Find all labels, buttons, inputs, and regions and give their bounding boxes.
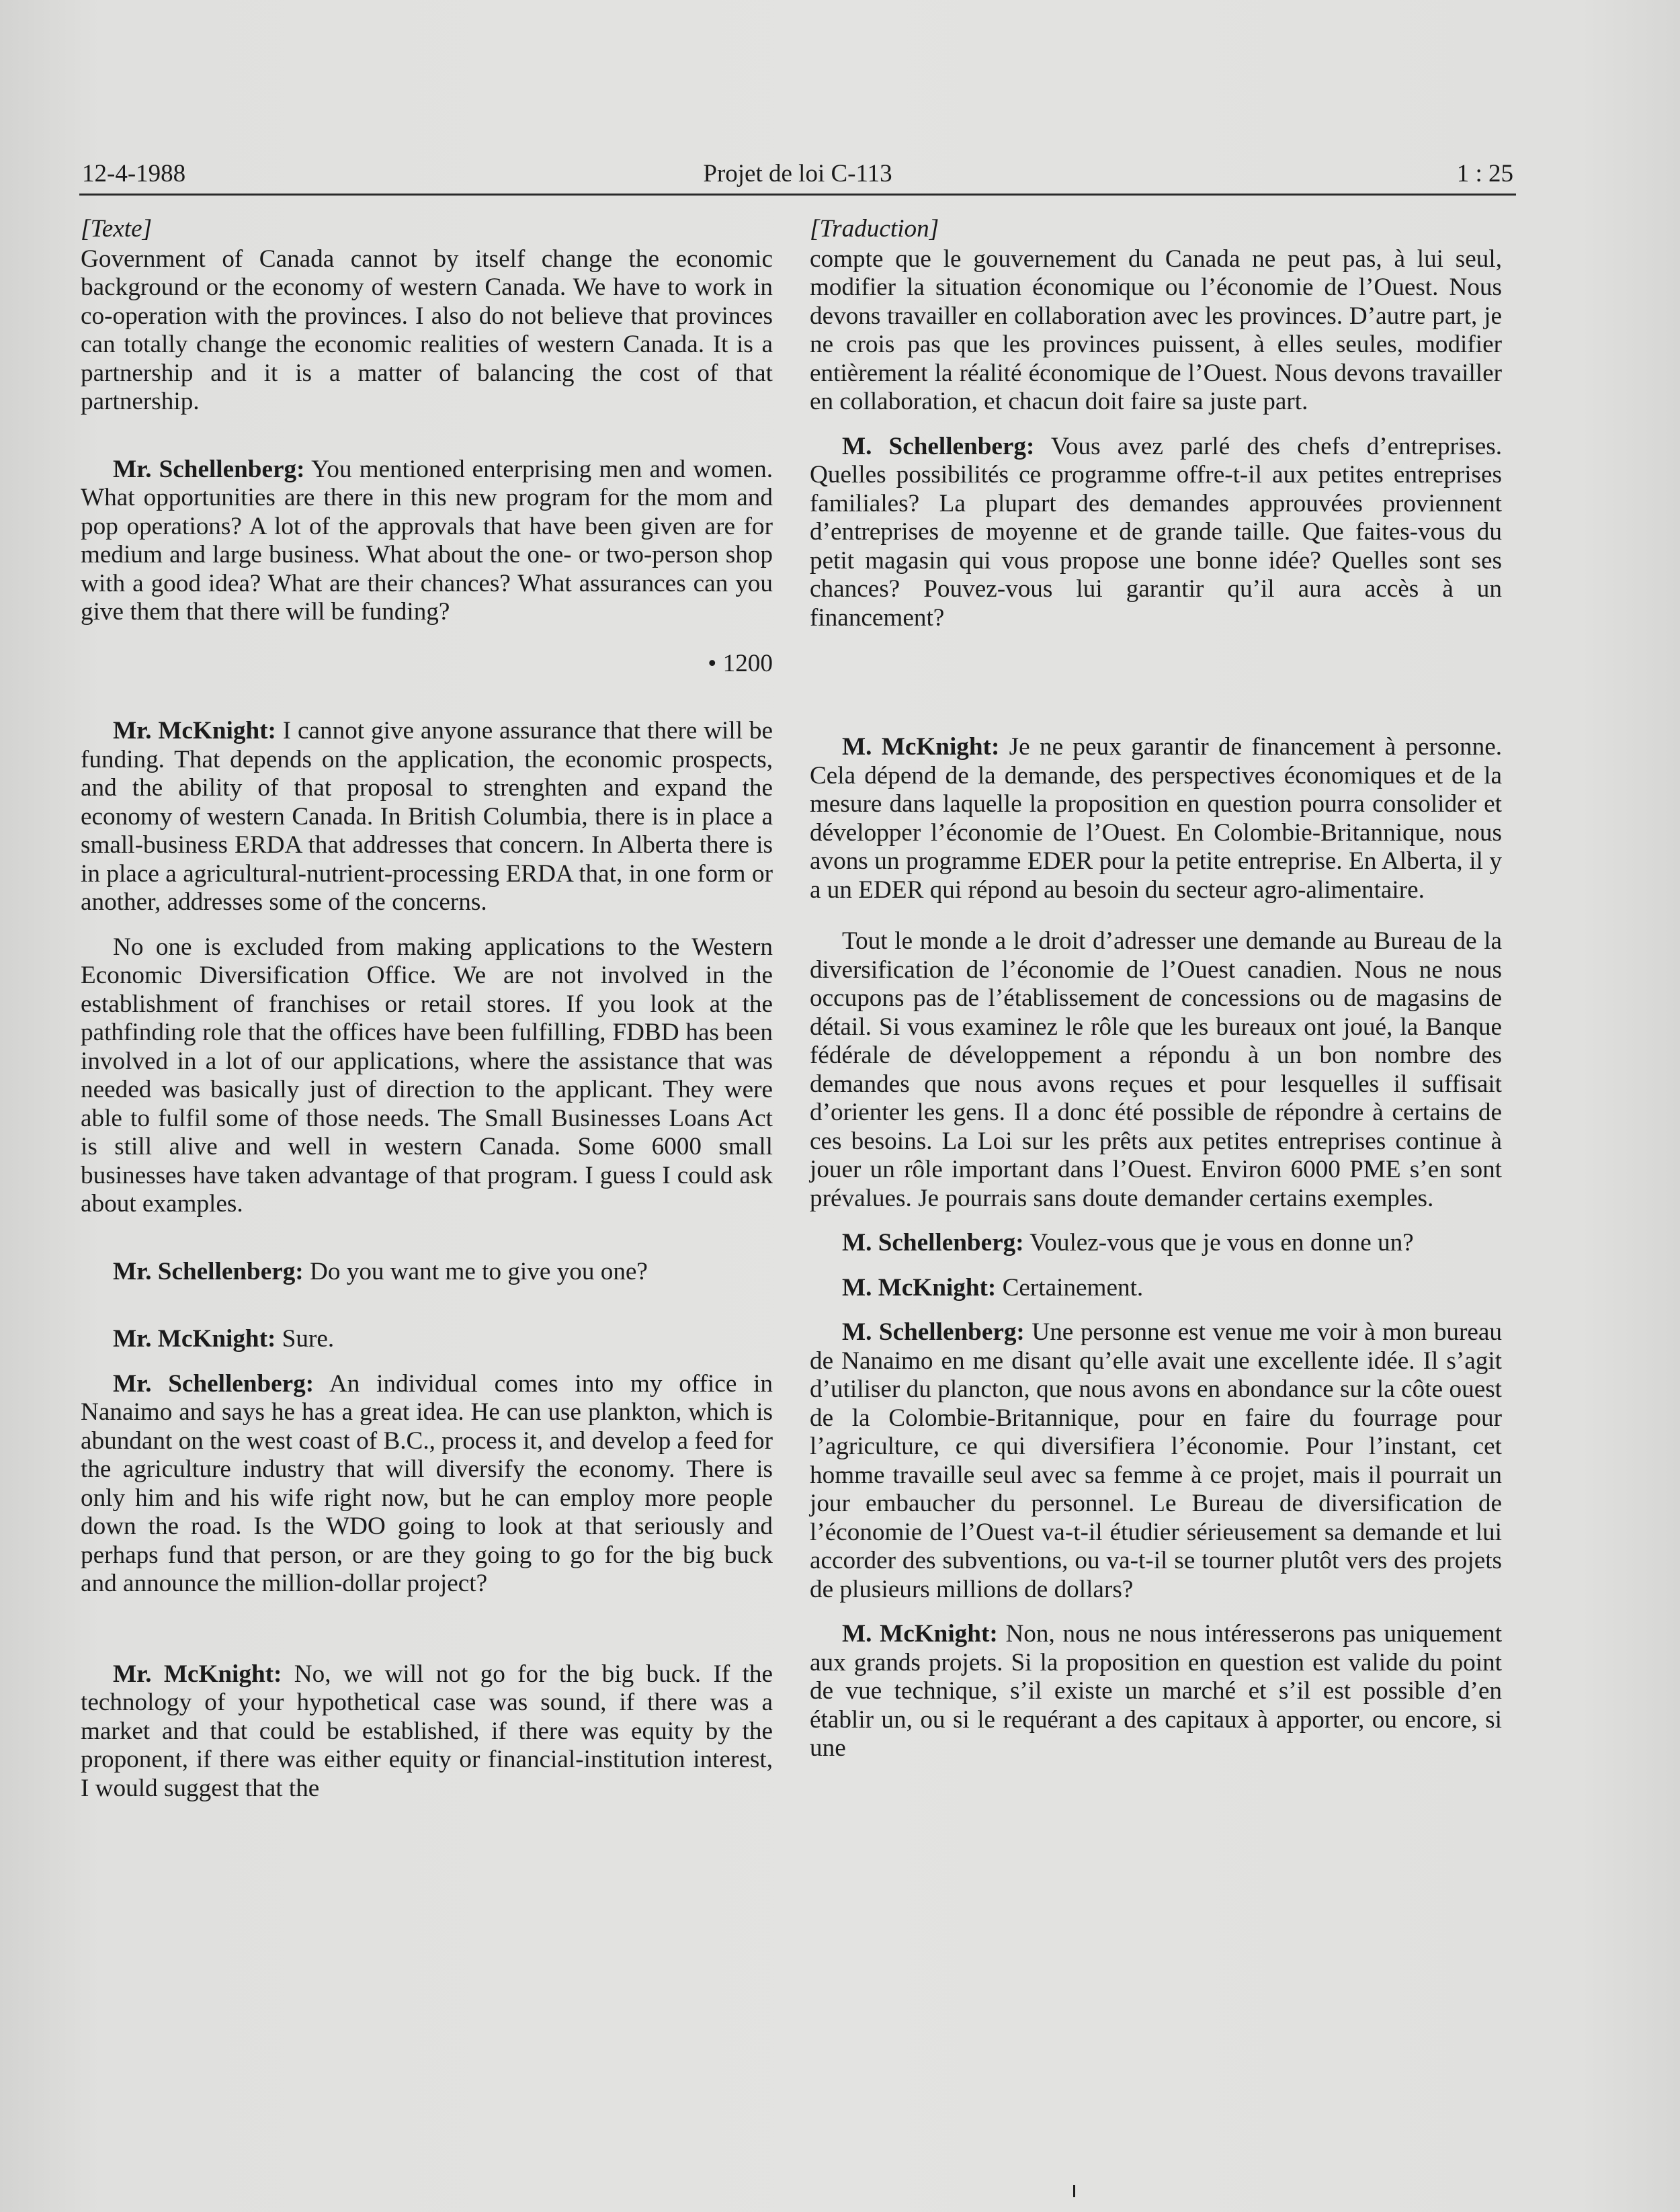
speaker-name: Mr. McKnight: — [113, 717, 276, 745]
paragraph-text: You mentioned enterprising men and women. What opportunities are there in this new program for the mom and pop operations? A lot of the approvals that have been given are for medium and large business. What about the one- or two-person shop with a good idea? What are their chances? What assurances can you give them that there will be funding? — [81, 455, 773, 626]
paragraph — [81, 1660, 773, 1803]
speaker-name: Mr. Schellenberg: — [113, 455, 305, 483]
paragraph-text: Sure. — [282, 1325, 335, 1353]
paragraph — [810, 733, 1502, 904]
paragraph: compte que le gouvernement du Canada ne peut pas, à lui seul, modifier la situation économique ou l’économie de l’Ouest. Nous devons travailler en collaboration avec les provinces. D’autre part, je ne crois pas que les provinces puissent, à elles seules, modifier entièrement la réalité économique de l’Ouest. Nous devons travailler en collaboration, et chacun doit faire sa juste part. — [810, 245, 1502, 415]
time-marker: • 1200 — [708, 649, 773, 677]
header-date: 12-4-1988 — [82, 160, 186, 187]
speaker-name: Mr. McKnight: — [113, 1660, 282, 1688]
paragraph — [81, 1370, 773, 1599]
paragraph — [810, 1274, 1502, 1303]
speaker-name: M. Schellenberg: — [842, 1229, 1024, 1257]
page-header — [79, 156, 1516, 196]
paragraph — [81, 1258, 773, 1287]
text-tag: [Texte] — [81, 215, 153, 243]
french-column — [810, 215, 1502, 1763]
speaker-name: M. McKnight: — [842, 1620, 998, 1648]
speaker-name: M. Schellenberg: — [842, 1318, 1025, 1346]
speaker-name: M. Schellenberg: — [842, 432, 1035, 460]
paragraph — [81, 456, 773, 627]
paragraph — [810, 1229, 1502, 1258]
paragraph — [81, 1325, 773, 1354]
paragraph-text: Non, nous ne nous intéresserons pas uniquement aux grands projets. Si la proposition en question est valide du point de vue technique, s’il existe un marché et s’il est possible d’en établir un, ou si le requérant a des capitaux à apporter, ou encore, si une — [810, 1620, 1503, 1762]
paragraph — [810, 1620, 1502, 1763]
speaker-name: Mr. Schellenberg: — [113, 1369, 314, 1398]
english-column — [81, 215, 773, 1803]
paragraph-text: Vous avez parlé des chefs d’entreprises. Quelles possibilités ce programme offre-t-il aux petites entreprises familiales? La plupart des demandes approuvées proviennent d’entreprises de moyenne et de grande taille. Que faites-vous du petit magasin qui vous propose une bonne idée? Quelles sont ses chances? Pouvez-vous lui garantir qu’il aura accès à un financement? — [810, 432, 1503, 632]
paragraph: No one is excluded from making applications to the Western Economic Diversification Office. We are not involved in the establishment of franchises or retail stores. If you look at the pathfinding role that the offices have been fulfilling, FDBD has been involved in a lot of our applications, where the assistance that was needed was basically just of direction to the applicant. They were able to fulfil some of those needs. The Small Businesses Loans Act is still alive and well in western Canada. Some 6000 small businesses have taken advantage of that program. I guess I could ask about examples. — [81, 933, 773, 1218]
page-footer-mark — [1073, 2185, 1075, 2197]
paragraph — [810, 433, 1502, 633]
paragraph-text: Voulez-vous que je vous en donne un? — [1030, 1229, 1414, 1257]
speaker-name: Mr. Schellenberg: — [113, 1257, 304, 1285]
paragraph — [810, 1318, 1502, 1604]
paragraph-text: Certainement. — [1002, 1273, 1144, 1302]
speaker-name: M. McKnight: — [842, 1273, 997, 1302]
speaker-name: M. McKnight: — [842, 733, 1000, 761]
paragraph: Government of Canada cannot by itself change the economic background or the economy of western Canada. We have to work in co-operation with the provinces. I also do not believe that provinces can totally change the economic realities of western Canada. It is a partnership and it is a matter of balancing the cost of that partnership. — [81, 245, 773, 415]
paragraph-text: Une personne est venue me voir à mon bureau de Nanaimo en me disant qu’elle avait une excellente idée. Il s’agit d’utiliser du plancton, que nous avons en abondance sur la côte ouest de la Colombie-Britannique, pour en faire du fourrage pour l’agriculture, ce qui diversifiera l’économie. Pour l’instant, cet homme travaille seul avec sa femme à ce projet, mais il pourrait un jour embaucher du personnel. Le Bureau de diversification de l’économie de l’Ouest va-t-il étudier sérieusement sa demande et lui accorder des subventions, ou va-t-il se tourner plutôt vers des projets de plusieurs millions de dollars? — [810, 1318, 1502, 1603]
translation-tag: [Traduction] — [810, 215, 939, 243]
paragraph-text: An individual comes into my office in Nanaimo and says he has a great idea. He can use plankton, which is abundant on the west coast of B.C., process it, and develop a feed for the agriculture industry that will diversify the economy. There is only him and his wife right now, but he can employ more people down the road. Is the WDO going to look at that seriously and perhaps fund that person, or are they going to go for the big buck and announce the million-dollar project? — [81, 1369, 773, 1597]
paragraph: Tout le monde a le droit d’adresser une demande au Bureau de la diversification de l’économie de l’Ouest canadien. Nous ne nous occupons pas de l’établissement de concessions ou de magasins de détail. Si vous examinez le rôle que les bureaux ont joué, la Banque fédérale de développement a répondu à un bon nombre des demandes que nous avons reçues et pour lesquelles il suffisait d’orienter les gens. Il a donc été possible de répondre à certains de ces besoins. La Loi sur les prêts aux petites entreprises continue à jouer un rôle important dans l’Ouest. Environ 6000 PME s’en sont prévalues. Je pourrais sans doute demander certains exemples. — [810, 927, 1502, 1212]
paragraph — [81, 717, 773, 917]
paragraph-text: Je ne peux garantir de financement à personne. Cela dépend de la demande, des perspectives économiques et de la mesure dans laquelle la proposition en question pourra consolider et développer l’économie de l’Ouest. En Colombie-Britannique, nous avons un programme EDER pour la petite entreprise. En Alberta, il y a un EDER qui répond au besoin du secteur agro-alimentaire. — [810, 733, 1502, 904]
header-page-number: 1 : 25 — [1456, 160, 1513, 187]
paragraph-text: No, we will not go for the big buck. If the technology of your hypothetical case was sound, if there was a market and that could be established, if there was equity by the proponent, if there was either equity or financial-institution interest, I would suggest that the — [81, 1660, 773, 1802]
header-title: Projet de loi C-113 — [703, 160, 892, 187]
speaker-name: Mr. McKnight: — [113, 1325, 276, 1353]
paragraph-text: I cannot give anyone assurance that there will be funding. That depends on the application, the economic prospects, and the ability of that proposal to strenghten and expand the economy of western Canada. In British Columbia, there is in place a small-business ERDA that addresses that concern. In Alberta there is in place a agricultural-nutrient-processing ERDA that, in one form or another, addresses some of the concerns. — [81, 717, 773, 916]
paragraph-text: Do you want me to give you one? — [309, 1257, 648, 1285]
